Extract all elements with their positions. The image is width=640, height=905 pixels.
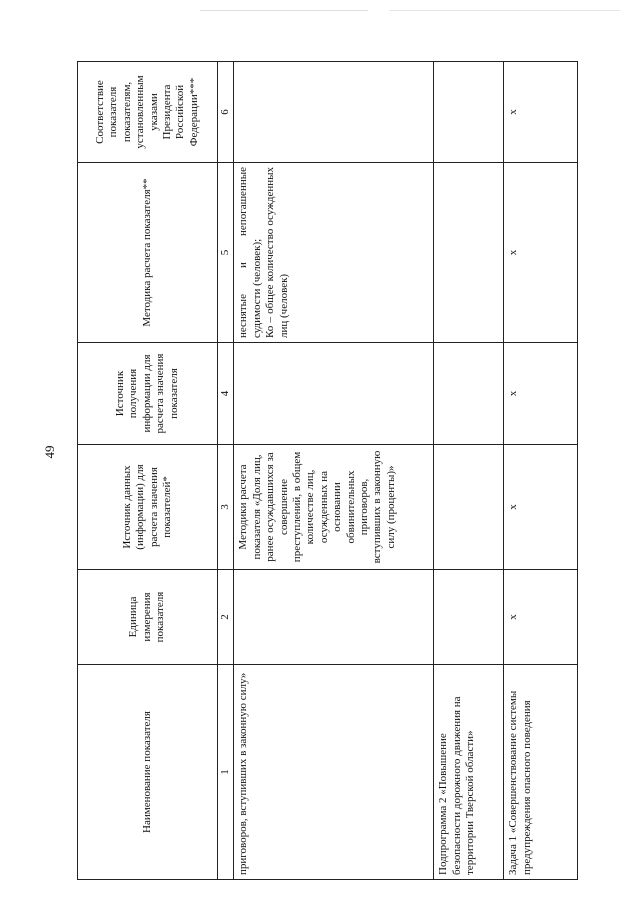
table-row — [234, 62, 434, 880]
data-source-cell: х — [504, 445, 578, 570]
column-number: 6 — [218, 62, 234, 163]
header-data-source: Источник данных (информации) для расчета значения показателей* — [78, 445, 218, 570]
column-number: 2 — [218, 570, 234, 665]
scan-artifact-line — [200, 10, 620, 11]
unit-cell — [234, 570, 434, 665]
table-row — [434, 62, 504, 880]
methodology-cell: х — [504, 163, 578, 343]
column-number-row — [218, 62, 234, 880]
info-source-cell: х — [504, 343, 578, 445]
compliance-cell: х — [504, 62, 578, 163]
unit-cell: х — [504, 570, 578, 665]
compliance-cell — [234, 62, 434, 163]
data-source-cell: Методики расчета показателя «Доля лиц, ранее осуждавшихся за совершение преступлений, в общем количестве лиц, осужденных на основании обвинительных приговоров, вступивших в законную силу (проценты)» — [234, 445, 434, 570]
column-number: 5 — [218, 163, 234, 343]
header-methodology: Методика расчета показателя** — [78, 163, 218, 343]
data-source-cell — [434, 445, 504, 570]
table-row — [504, 62, 578, 880]
column-number: 1 — [218, 665, 234, 880]
indicator-name-cell: Задача 1 «Совершенствование системы предупреждения опасного поведения — [504, 665, 578, 880]
compliance-cell — [434, 62, 504, 163]
methodology-cell: неснятые и непогашенные судимости (человек); Ко – общее количество осужденных лиц (человек) — [234, 163, 434, 343]
info-source-cell — [434, 343, 504, 445]
column-number: 3 — [218, 445, 234, 570]
table-header-row — [78, 62, 218, 880]
indicator-table — [77, 61, 578, 880]
header-compliance: Соответствие показателя показателям, установленным указами Президента Российской Федерации*** — [78, 62, 218, 163]
page-number: 49 — [42, 445, 57, 459]
info-source-cell — [234, 343, 434, 445]
column-number: 4 — [218, 343, 234, 445]
methodology-cell — [434, 163, 504, 343]
rotated-page-content — [77, 62, 577, 880]
header-info-source: Источник получения информации для расчета значения показателя — [78, 343, 218, 445]
indicator-name-cell: Подпрограмма 2 «Повышение безопасности дорожного движения на территории Тверской области» — [434, 665, 504, 880]
header-unit: Единица измерения показателя — [78, 570, 218, 665]
indicator-name-cell: приговоров, вступивших в законную силу» — [234, 665, 434, 880]
header-indicator-name: Наименование показателя — [78, 665, 218, 880]
unit-cell — [434, 570, 504, 665]
